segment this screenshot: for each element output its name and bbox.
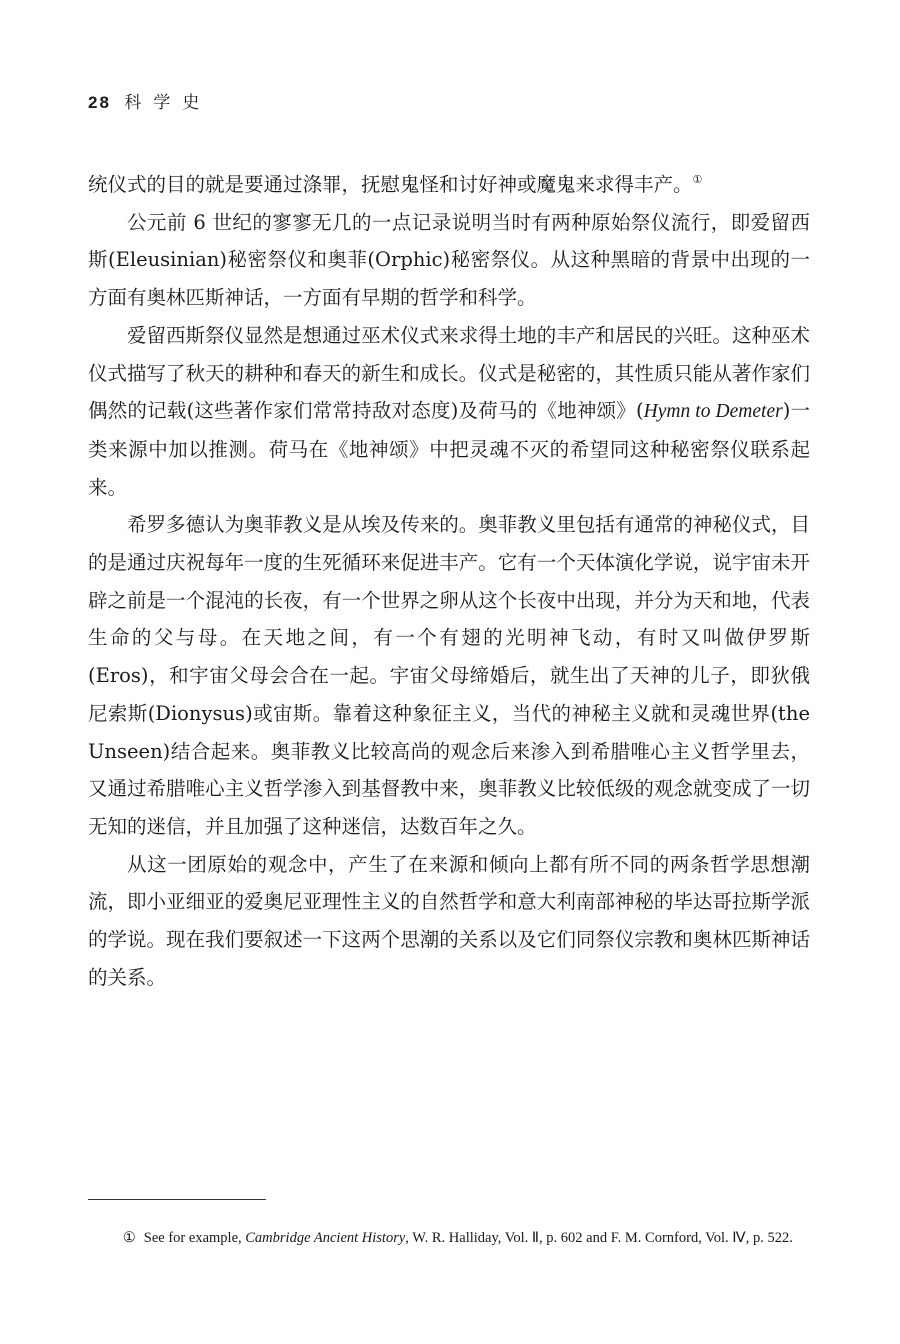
- paragraph: 公元前 6 世纪的寥寥无几的一点记录说明当时有两种原始祭仪流行，即爱留西斯(Eleusinian)秘密祭仪和奥菲(Orphic)秘密祭仪。从这种黑暗的背景中出现的一方面有奥林匹斯神话，一方面有早期的哲学和科学。: [88, 210, 810, 310]
- footnote-divider: [88, 1199, 266, 1200]
- paragraph-text: 统仪式的目的就是要通过涤罪，抚慰鬼怪和讨好神或魔鬼来求得丰产。: [88, 173, 693, 196]
- footnote-text: See for example,: [143, 1230, 246, 1246]
- footnote: [88, 1225, 810, 1251]
- paragraph-continued: [88, 166, 810, 204]
- footnote-mark: ①: [122, 1230, 136, 1246]
- paragraph: 希罗多德认为奥菲教义是从埃及传来的。奥菲教义里包括有通常的神秘仪式，目的是通过庆祝每年一度的生死循环来促进丰产。它有一个天体演化学说，说宇宙未开辟之前是一个混沌的长夜，有一个世界之卵从这个长夜中出现，并分为天和地，代表生命的父与母。在天地之间，有一个有翅的光明神飞动，有时又叫做伊罗斯(Eros)，和宇宙父母会合在一起。宇宙父母缔婚后，就生出了天神的儿子，即狄俄尼索斯(Dionysus)或宙斯。靠着这种象征主义，当代的神秘主义就和灵魂世界(the Unseen)结合起来。奥菲教义比较高尚的观念后来渗入到希腊唯心主义哲学里去，又通过希腊唯心主义哲学渗入到基督教中来，奥菲教义比较低级的观念就变成了一切无知的迷信，并且加强了这种迷信，达数百年之久。: [88, 513, 810, 838]
- paragraph-text: )一类来源中加以推测。荷马在《地神颂》中把灵魂不灭的希望同这种秘密祭仪联系起来。: [88, 399, 811, 499]
- paragraph-text: 爱留西斯祭仪显然是想通过巫术仪式来求得土地的丰产和居民的兴旺。这种巫术仪式描写了秋天的耕种和春天的新生和成长。仪式是秘密的，其性质只能从著作家们偶然的记载(这些著作家们常常持敌对态度)及荷马的《地神颂》(: [88, 323, 810, 423]
- footnote-reference: ①: [692, 173, 703, 186]
- running-header: [88, 88, 211, 113]
- paragraph: [88, 317, 810, 507]
- paragraph: 从这一团原始的观念中，产生了在来源和倾向上都有所不同的两条哲学思想潮流，即小亚细亚的爱奥尼亚理性主义的自然哲学和意大利南部神秘的毕达哥拉斯学派的学说。现在我们要叙述一下这两个思潮的关系以及它们同祭仪宗教和奥林匹斯神话的关系。: [88, 852, 810, 989]
- running-title: 科学史: [124, 93, 212, 113]
- footnote-text: , W. R. Halliday, Vol. Ⅱ, p. 602 and F. M. Cornford, Vol. Ⅳ, p. 522.: [405, 1230, 793, 1246]
- italic-title: Hymn to Demeter: [643, 401, 783, 423]
- footnote-italic-title: Cambridge Ancient History: [245, 1230, 406, 1246]
- page-number: 28: [88, 93, 111, 112]
- body-text: [88, 166, 810, 996]
